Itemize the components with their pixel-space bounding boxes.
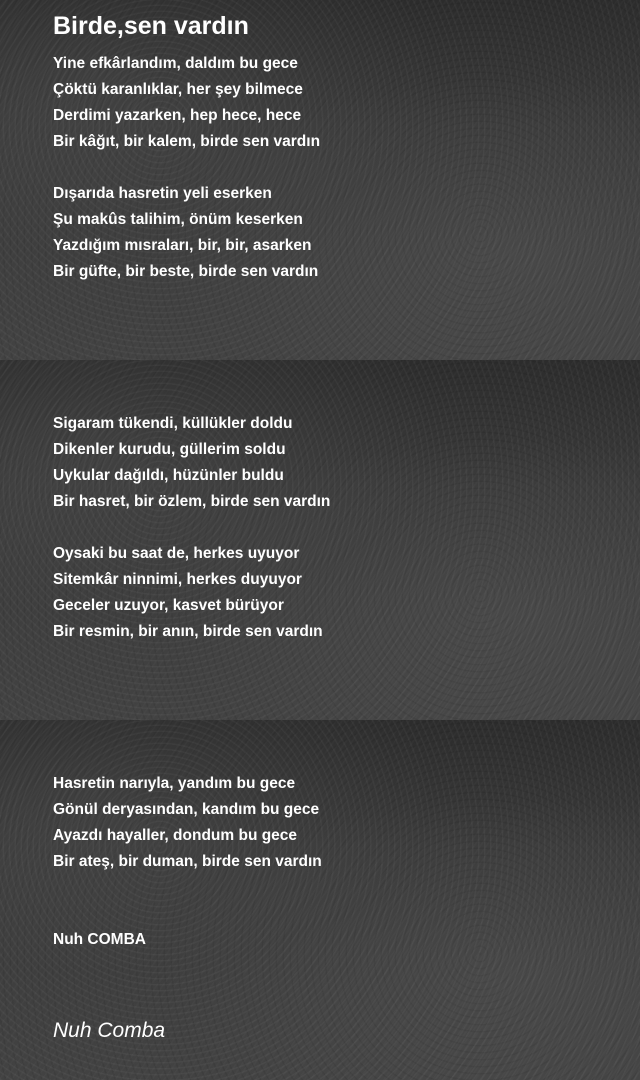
poem-line: Ayazdı hayaller, dondum bu gece (53, 827, 298, 844)
stanza-3 (53, 411, 330, 515)
poem-line: Gönül deryasından, kandım bu gece (53, 801, 320, 818)
poem-line: Yazdığım mısraları, bir, bir, asarken (53, 237, 312, 254)
poem-line: Bir güfte, bir beste, birde sen vardın (53, 263, 319, 280)
poem-line: Dikenler kurudu, güllerim soldu (53, 441, 286, 458)
poem-line: Şu makûs talihim, önüm keserken (53, 211, 303, 228)
poem-line: Bir hasret, bir özlem, birde sen vardın (53, 493, 331, 510)
poem-line: Bir ateş, bir duman, birde sen vardın (53, 853, 322, 870)
poem-card-2 (0, 360, 640, 720)
stanza-2 (53, 181, 318, 285)
poem-line: Bir resmin, bir anın, birde sen vardın (53, 623, 323, 640)
poem-line: Yine efkârlandım, daldım bu gece (53, 55, 298, 72)
poem-line: Derdimi yazarken, hep hece, hece (53, 107, 302, 124)
poem-line: Bir kâğıt, bir kalem, birde sen vardın (53, 133, 321, 150)
author-signature: Nuh Comba (53, 1019, 166, 1042)
stanza-5 (53, 771, 322, 875)
poem-line: Hasretin narıyla, yandım bu gece (53, 775, 296, 792)
poem-line: Sigaram tükendi, küllükler doldu (53, 415, 293, 432)
author-name: Nuh COMBA (53, 931, 146, 948)
poem-line: Dışarıda hasretin yeli eserken (53, 185, 272, 202)
poem-title: Birde,sen vardın (53, 12, 249, 40)
poem-line: Sitemkâr ninnimi, herkes duyuyor (53, 571, 302, 588)
poem-card-1 (0, 0, 640, 360)
poem-card-3 (0, 720, 640, 1080)
poem-line: Uykular dağıldı, hüzünler buldu (53, 467, 284, 484)
stanza-1 (53, 51, 320, 155)
poem-line: Çöktü karanlıklar, her şey bilmece (53, 81, 303, 98)
stanza-4 (53, 541, 323, 645)
poem-line: Oysaki bu saat de, herkes uyuyor (53, 545, 300, 562)
poem-line: Geceler uzuyor, kasvet bürüyor (53, 597, 284, 614)
